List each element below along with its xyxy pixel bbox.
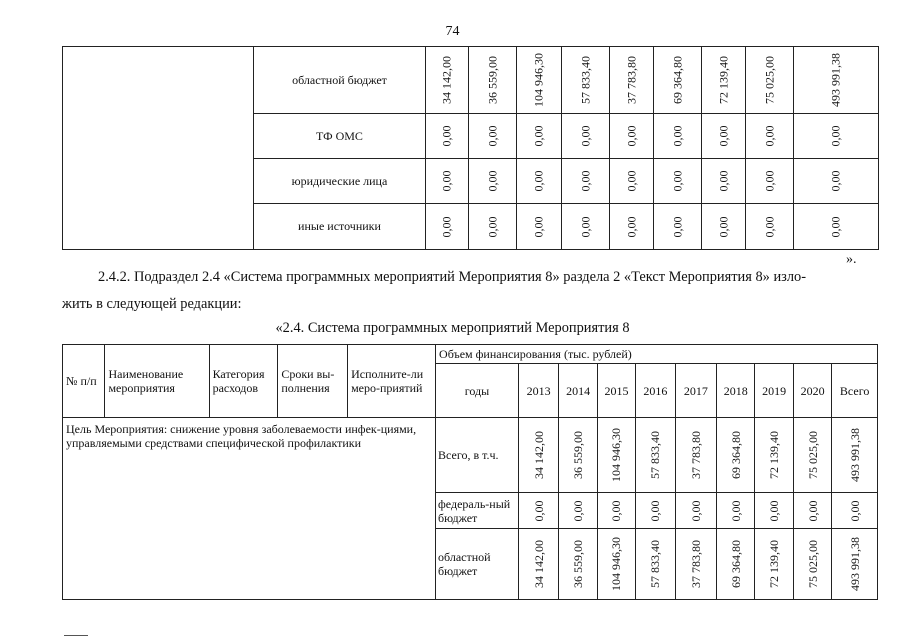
value-cell: 75 025,00: [805, 540, 820, 588]
value-cell: 0,00: [571, 500, 586, 521]
closing-quote: ».: [846, 252, 857, 267]
value-cell: 0,00: [485, 216, 499, 237]
blank-cell: [63, 47, 254, 250]
value-cell: 57 833,40: [648, 540, 663, 588]
value-cell: 0,00: [578, 170, 592, 192]
section-title: «2.4. Система программных мероприятий Мероприятия 8: [275, 320, 630, 336]
value-cell: 57 833,40: [578, 56, 592, 104]
value-cell: 37 783,80: [688, 431, 703, 479]
table-header-row: [63, 345, 878, 364]
value-cell: 0,00: [670, 125, 684, 147]
value-cell: 0,00: [624, 125, 638, 147]
value-cell: 0,00: [767, 500, 782, 521]
value-cell: 0,00: [531, 125, 546, 147]
value-cell: 104 946,30: [609, 537, 624, 591]
value-cell: 0,00: [531, 170, 546, 192]
header-year: 2014: [559, 364, 597, 418]
value-cell: 37 783,80: [624, 56, 638, 104]
header-year: 2019: [755, 364, 793, 418]
value-cell: 0,00: [648, 500, 663, 521]
header-year: 2020: [793, 364, 831, 418]
value-cell: 104 946,30: [609, 428, 624, 482]
header-year: 2016: [636, 364, 675, 418]
page-number: 74: [445, 24, 460, 39]
value-cell: 493 991,38: [847, 428, 862, 482]
header-year: 2017: [675, 364, 716, 418]
value-cell: 0,00: [828, 125, 843, 147]
value-cell: 0,00: [716, 170, 730, 192]
header-category: Категория расходов: [209, 345, 278, 418]
source-label: ТФ ОМС: [254, 114, 426, 159]
header-year: 2013: [518, 364, 558, 418]
value-cell: 0,00: [439, 125, 454, 147]
source-label: областной бюджет: [254, 47, 426, 114]
value-cell: 37 783,80: [688, 540, 703, 588]
value-cell: 0,00: [578, 216, 592, 237]
value-cell: 75 025,00: [805, 431, 820, 479]
header-num: № п/п: [63, 345, 105, 418]
value-cell: 75 025,00: [762, 56, 776, 104]
value-cell: 0,00: [762, 216, 776, 237]
funding-type-label: федераль-ный бюджет: [436, 493, 519, 529]
value-cell: 0,00: [485, 170, 499, 192]
table-row: [63, 418, 878, 493]
header-executors: Исполните-ли меро-приятий: [348, 345, 436, 418]
header-year: 2018: [717, 364, 755, 418]
value-cell: 0,00: [762, 170, 776, 192]
value-cell: 57 833,40: [648, 431, 663, 479]
value-cell: 0,00: [670, 216, 684, 237]
value-cell: 34 142,00: [439, 56, 454, 104]
source-label: юридические лица: [254, 159, 426, 204]
value-cell: 69 364,80: [670, 56, 684, 104]
value-cell: 0,00: [624, 170, 638, 192]
funding-type-label: областной бюджет: [436, 529, 519, 600]
paragraph-line-1: 2.4.2. Подраздел 2.4 «Система программных мероприятий Мероприятия 8» раздела 2 «Текст Мероприятия 8» изло-: [98, 269, 806, 285]
value-cell: 36 559,00: [571, 431, 586, 479]
header-name: Наименование мероприятия: [105, 345, 209, 418]
value-cell: 0,00: [439, 170, 454, 192]
value-cell: 0,00: [670, 170, 684, 192]
value-cell: 493 991,38: [847, 537, 862, 591]
header-years-label: годы: [436, 364, 519, 418]
value-cell: 104 946,30: [531, 53, 546, 107]
value-cell: 0,00: [828, 216, 843, 237]
value-cell: 0,00: [531, 500, 546, 521]
value-cell: 36 559,00: [571, 540, 586, 588]
funding-table-continuation: [62, 46, 879, 250]
value-cell: 0,00: [485, 125, 499, 147]
value-cell: 72 139,40: [767, 431, 782, 479]
value-cell: 0,00: [716, 125, 730, 147]
value-cell: 0,00: [728, 500, 743, 521]
value-cell: 34 142,00: [531, 431, 546, 479]
paragraph-line-2: жить в следующей редакции:: [62, 296, 242, 312]
value-cell: 34 142,00: [531, 540, 546, 588]
program-activities-table: [62, 344, 878, 600]
value-cell: 0,00: [716, 216, 730, 237]
funding-type-label: Всего, в т.ч.: [436, 418, 519, 493]
value-cell: 0,00: [762, 125, 776, 147]
value-cell: 0,00: [439, 216, 454, 237]
value-cell: 0,00: [578, 125, 592, 147]
value-cell: 0,00: [624, 216, 638, 237]
value-cell: 493 991,38: [828, 53, 843, 107]
header-year: Всего: [832, 364, 878, 418]
source-label: иные источники: [254, 204, 426, 250]
value-cell: 0,00: [805, 500, 820, 521]
value-cell: 0,00: [828, 170, 843, 192]
value-cell: 0,00: [688, 500, 703, 521]
value-cell: 72 139,40: [716, 56, 730, 104]
header-terms: Сроки вы-полнения: [278, 345, 348, 418]
value-cell: 69 364,80: [728, 431, 743, 479]
value-cell: 0,00: [847, 500, 862, 521]
goal-cell: Цель Мероприятия: снижение уровня заболеваемости инфек-циями, управляемыми средствами специфической профилактики: [63, 418, 436, 600]
value-cell: 0,00: [531, 216, 546, 237]
value-cell: 36 559,00: [485, 56, 499, 104]
header-year: 2015: [597, 364, 635, 418]
table-row: [63, 47, 879, 114]
header-funding: Объем финансирования (тыс. рублей): [436, 345, 878, 364]
value-cell: 0,00: [609, 500, 624, 521]
value-cell: 72 139,40: [767, 540, 782, 588]
footer-line: [64, 635, 88, 636]
value-cell: 69 364,80: [728, 540, 743, 588]
